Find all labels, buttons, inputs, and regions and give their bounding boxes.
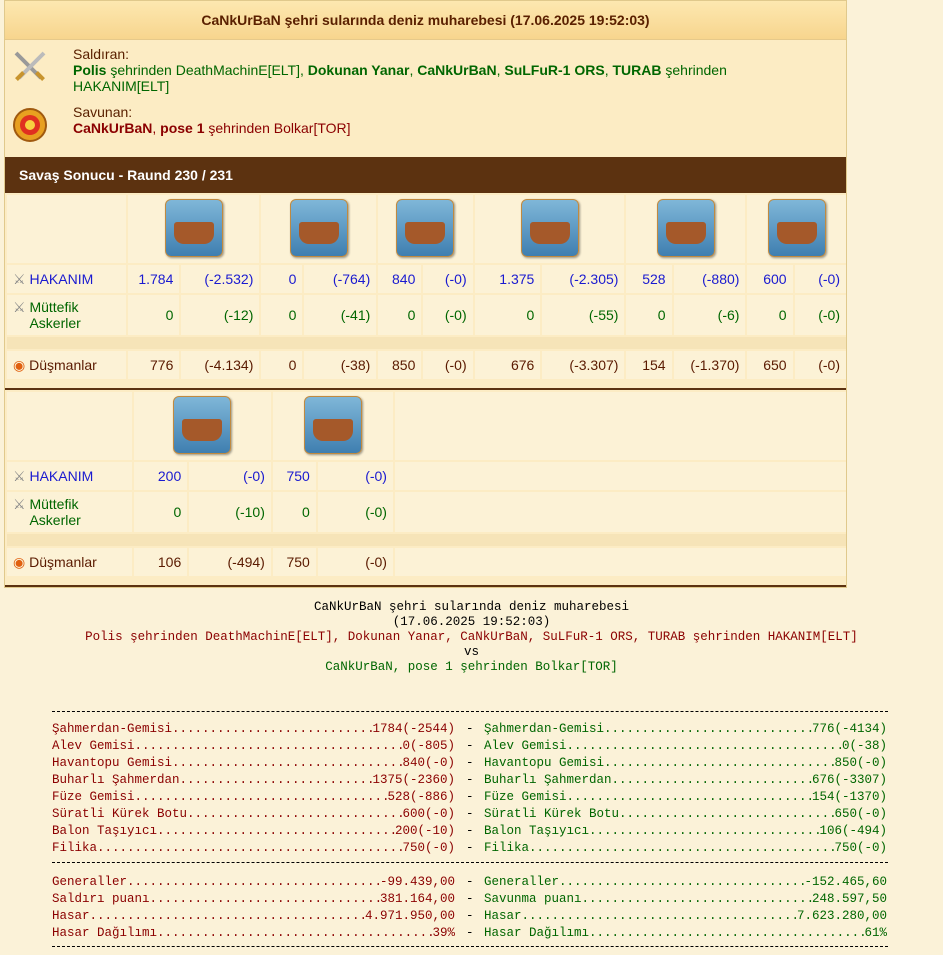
crossed-swords-icon: ⚔ xyxy=(13,467,26,484)
report-row: Balon Taşıyıcı ..... 200(-10) - Balon Taşıyıcı ..... 106(-494) xyxy=(52,823,888,840)
paddle-boat-icon xyxy=(768,199,826,257)
attacker-label: Saldıran: xyxy=(73,46,130,62)
result-header: Savaş Sonucu - Raund 230 / 231 xyxy=(5,157,846,193)
attacker-player[interactable]: SuLFuR-1 ORS xyxy=(504,62,605,78)
report-row: Füze Gemisi ..... 528(-886) - Füze Gemisi ..... 154(-1370) xyxy=(52,789,888,806)
tender-icon xyxy=(304,396,362,454)
report-row: Alev Gemisi ..... 0(-805) - Alev Gemisi ..... 0(-38) xyxy=(52,738,888,755)
report-divider xyxy=(52,862,888,863)
report-row: Süratli Kürek Botu ..... 600(-0) - Süratli Kürek Botu ..... 650(-0) xyxy=(52,806,888,823)
enemy-label: Düşmanlar xyxy=(29,553,97,570)
report-vs: vs xyxy=(463,645,479,659)
crossed-swords-icon: ⚔ xyxy=(13,496,26,512)
ally-row: ⚔ Müttefik Askerler 0 (-10) 0 (-0) xyxy=(7,492,846,532)
report-row: Hasar ..... 4.971.950,00 - Hasar ..... 7.623.280,00 xyxy=(52,908,888,925)
attacker-player[interactable]: Dokunan Yanar xyxy=(307,62,410,78)
balloon-carrier-icon xyxy=(173,396,231,454)
report-row: Filika ..... 750(-0) - Filika ..... 750(-0) xyxy=(52,840,888,857)
report-row: Hasar Dağılımı ..... 39% - Hasar Dağılımı ..... 61% xyxy=(52,925,888,942)
report-row: Buharlı Şahmerdan ..... 1375(-2360) - Buharlı Şahmerdan ..... 676(-3307) xyxy=(52,772,888,789)
report-attackers: Polis şehrinden DeathMachinE[ELT], Dokunan Yanar, CaNkUrBaN, SuLFuR-1 ORS, TURAB şehrinden HAKANIM[ELT] xyxy=(85,630,858,644)
attacker-city[interactable]: TURAB xyxy=(612,62,662,78)
report-row: Generaller ..... -99.439,00 - Generaller ..... -152.465,60 xyxy=(52,874,888,891)
defender-label: Savunan: xyxy=(73,104,133,120)
battle-report-text xyxy=(0,600,943,940)
own-row: ⚔ HAKANIM 200 (-0) 750 (-0) xyxy=(7,462,846,490)
report-row: Şahmerdan-Gemisi ..... 1784(-2544) - Şahmerdan-Gemisi ..... 776(-4134) xyxy=(52,721,888,738)
shield-target-icon xyxy=(11,106,49,144)
report-row: Havantopu Gemisi ..... 840(-0) - Havantopu Gemisi ..... 850(-0) xyxy=(52,755,888,772)
steam-ram-icon xyxy=(521,199,579,257)
report-date: (17.06.2025 19:52:03) xyxy=(392,615,551,629)
attacker-player[interactable]: CaNkUrBaN xyxy=(417,62,497,78)
report-defenders: CaNkUrBaN, pose 1 şehrinden Bolkar[TOR] xyxy=(325,660,618,674)
defender-player[interactable]: CaNkUrBaN xyxy=(73,120,153,136)
ally-row: ⚔ Müttefik Askerler 0 (-12) 0 (-41) 0 (-0) 0 (-55) 0 (-6) 0 (-0) xyxy=(7,295,846,335)
ally-label: Müttefik Askerler xyxy=(29,496,81,528)
crossed-swords-icon xyxy=(11,48,49,86)
attacker-city[interactable]: Polis xyxy=(73,62,107,78)
battle-panel xyxy=(4,0,847,588)
units-table-1 xyxy=(5,193,848,381)
own-label[interactable]: HAKANIM xyxy=(29,467,94,484)
enemy-row: ◉ Düşmanlar 776 (-4.134) 0 (-38) 850 (-0) 676 (-3.307) 154 (-1.370) 650 (-0) xyxy=(7,351,846,379)
own-label[interactable]: HAKANIM xyxy=(29,270,94,287)
enemy-label: Düşmanlar xyxy=(29,356,97,373)
fire-ship-icon xyxy=(290,199,348,257)
target-icon: ◉ xyxy=(13,356,26,373)
defender-list: CaNkUrBaN, pose 1 şehrinden Bolkar[TOR] xyxy=(73,120,351,136)
units-table-2 xyxy=(5,390,848,578)
attacker-section xyxy=(5,40,846,98)
enemy-row: ◉ Düşmanlar 106 (-494) 750 (-0) xyxy=(7,548,846,576)
crossed-swords-icon: ⚔ xyxy=(13,270,26,287)
report-divider xyxy=(52,946,888,947)
report-row: Saldırı puanı ..... 381.164,00 - Savunma puanı ..... 248.597,50 xyxy=(52,891,888,908)
defender-city[interactable]: pose 1 xyxy=(160,120,205,136)
attacker-list: Polis şehrinden DeathMachinE[ELT], Dokunan Yanar, CaNkUrBaN, SuLFuR-1 ORS, TURAB şehrinden HAKANIM[ELT] xyxy=(73,62,727,94)
report-title: CaNkUrBaN şehri sularında deniz muharebesi xyxy=(313,600,630,614)
defender-section xyxy=(5,98,846,156)
crossed-swords-icon: ⚔ xyxy=(13,299,26,315)
divider xyxy=(5,585,846,587)
mortar-ship-icon xyxy=(396,199,454,257)
own-row: ⚔ HAKANIM 1.784 (-2.532) 0 (-764) 840 (-0) 1.375 (-2.305) 528 (-880) 600 (-0) xyxy=(7,265,846,293)
ram-ship-icon xyxy=(165,199,223,257)
battle-title: CaNkUrBaN şehri sularında deniz muharebesi (17.06.2025 19:52:03) xyxy=(5,1,846,40)
report-divider xyxy=(52,711,888,712)
rocket-ship-icon xyxy=(657,199,715,257)
target-icon: ◉ xyxy=(13,553,26,570)
ally-label: Müttefik Askerler xyxy=(29,299,81,331)
